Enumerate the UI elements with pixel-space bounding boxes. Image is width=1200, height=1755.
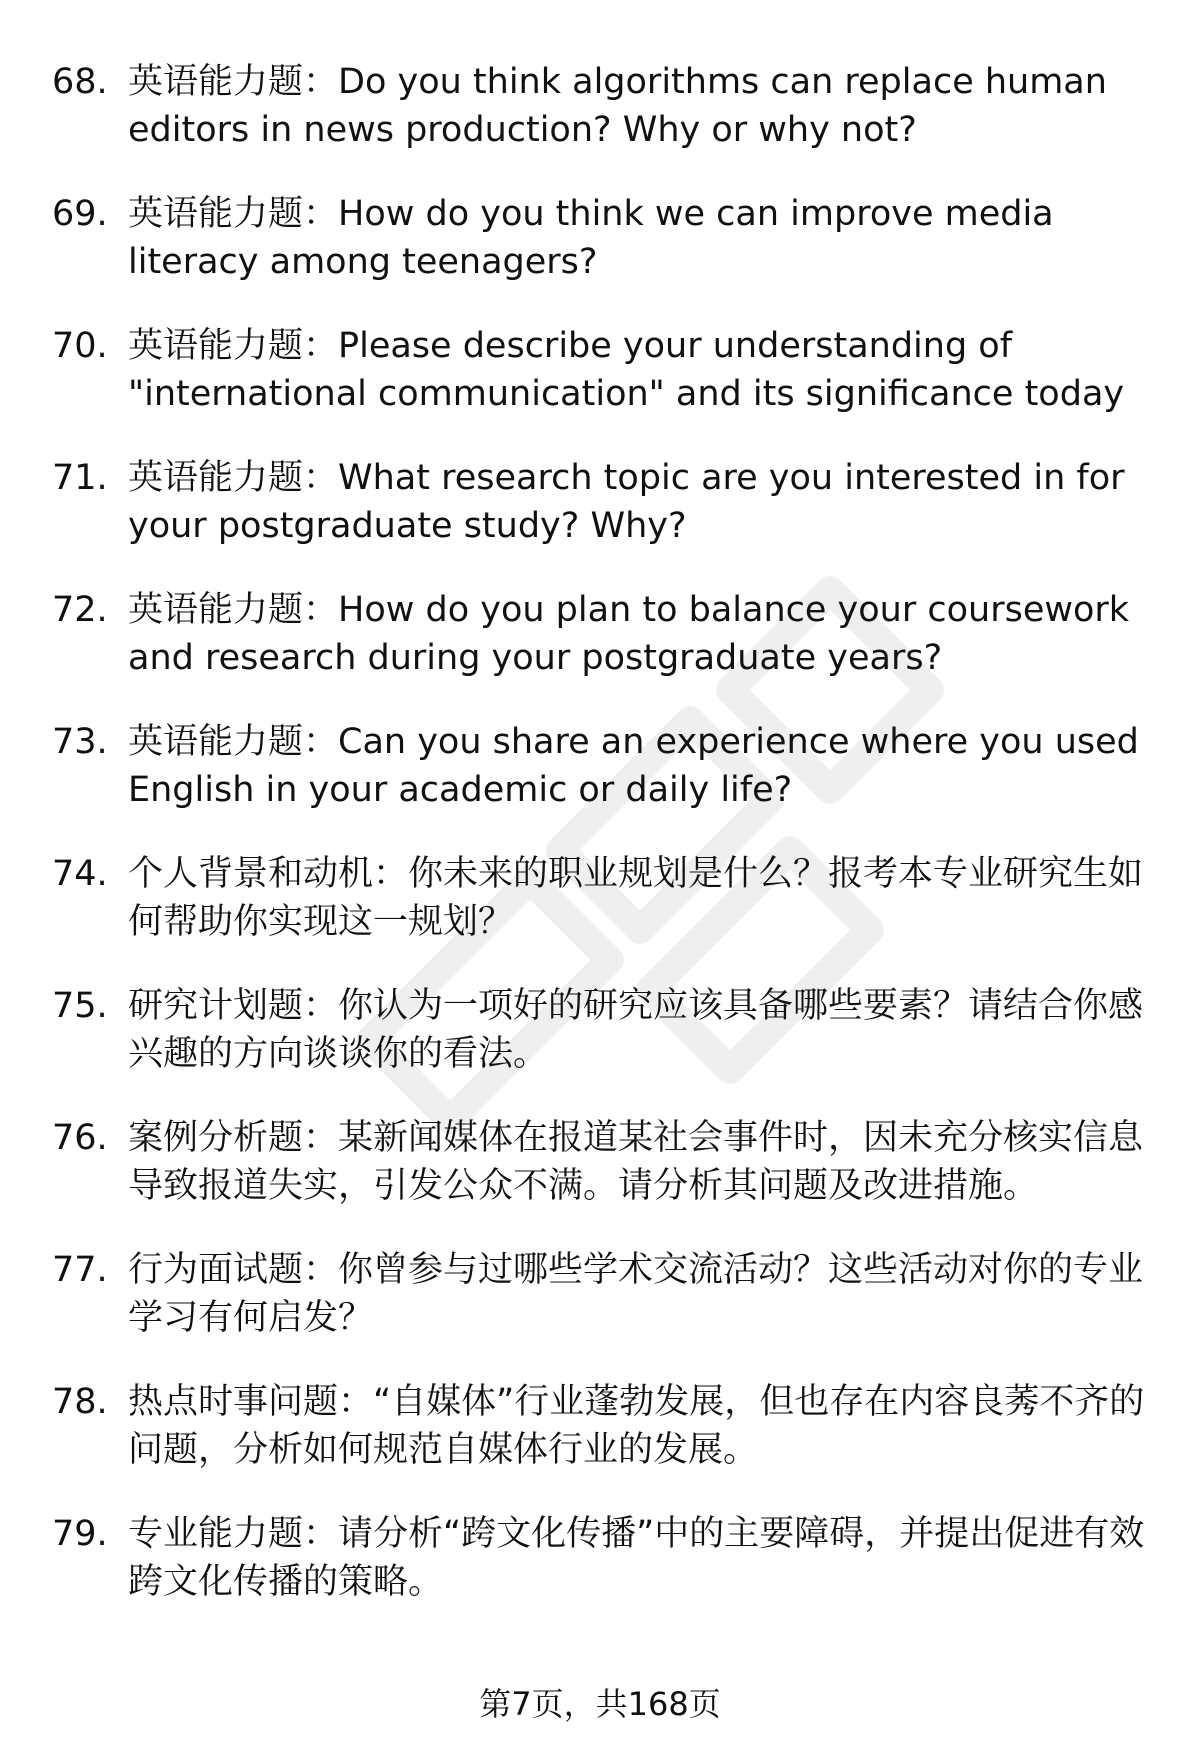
question-item	[52, 190, 1152, 286]
question-item	[52, 58, 1152, 154]
question-number: 68.	[52, 62, 108, 102]
question-item	[52, 718, 1152, 814]
question-text: 英语能力题：Do you think algorithms can replace human editors in news production? Why or why not?	[128, 62, 1107, 150]
question-list	[52, 58, 1152, 1642]
question-number: 71.	[52, 458, 108, 498]
question-number: 73.	[52, 722, 108, 762]
question-item	[52, 982, 1152, 1078]
question-number: 72.	[52, 590, 108, 630]
page-footer: 第7页，共168页	[479, 1685, 721, 1723]
question-text: 英语能力题：Can you share an experience where you used English in your academic or daily life?	[128, 722, 1139, 810]
question-text: 个人背景和动机：你未来的职业规划是什么？报考本专业研究生如何帮助你实现这一规划？	[128, 854, 1144, 942]
question-number: 76.	[52, 1118, 108, 1158]
question-number: 70.	[52, 326, 108, 366]
question-text: 行为面试题：你曾参与过哪些学术交流活动？这些活动对你的专业学习有何启发？	[128, 1250, 1144, 1338]
question-item	[52, 322, 1152, 418]
question-item	[52, 1246, 1152, 1342]
question-text: 研究计划题：你认为一项好的研究应该具备哪些要素？请结合你感兴趣的方向谈谈你的看法。	[128, 986, 1144, 1074]
question-item	[52, 586, 1152, 682]
question-number: 78.	[52, 1382, 108, 1422]
question-number: 75.	[52, 986, 108, 1026]
question-text: 英语能力题：How do you think we can improve media literacy among teenagers?	[128, 194, 1054, 282]
question-text: 英语能力题：What research topic are you interested in for your postgraduate study? Why?	[128, 458, 1125, 546]
question-item	[52, 1510, 1152, 1606]
question-item	[52, 1114, 1152, 1210]
question-number: 77.	[52, 1250, 108, 1290]
question-text: 热点时事问题：“自媒体”行业蓬勃发展，但也存在内容良莠不齐的问题，分析如何规范自媒体行业的发展。	[128, 1382, 1145, 1470]
question-text: 英语能力题：How do you plan to balance your coursework and research during your postgraduate years?	[128, 590, 1130, 678]
question-text: 专业能力题：请分析“跨文化传播”中的主要障碍，并提出促进有效跨文化传播的策略。	[128, 1514, 1145, 1602]
question-number: 74.	[52, 854, 108, 894]
question-item	[52, 454, 1152, 550]
question-item	[52, 850, 1152, 946]
question-text: 英语能力题：Please describe your understanding of "international communication" and its significance today	[128, 326, 1125, 414]
question-text: 案例分析题：某新闻媒体在报道某社会事件时，因未充分核实信息导致报道失实，引发公众不满。请分析其问题及改进措施。	[128, 1118, 1144, 1206]
question-number: 79.	[52, 1514, 108, 1554]
question-item	[52, 1378, 1152, 1474]
question-number: 69.	[52, 194, 108, 234]
